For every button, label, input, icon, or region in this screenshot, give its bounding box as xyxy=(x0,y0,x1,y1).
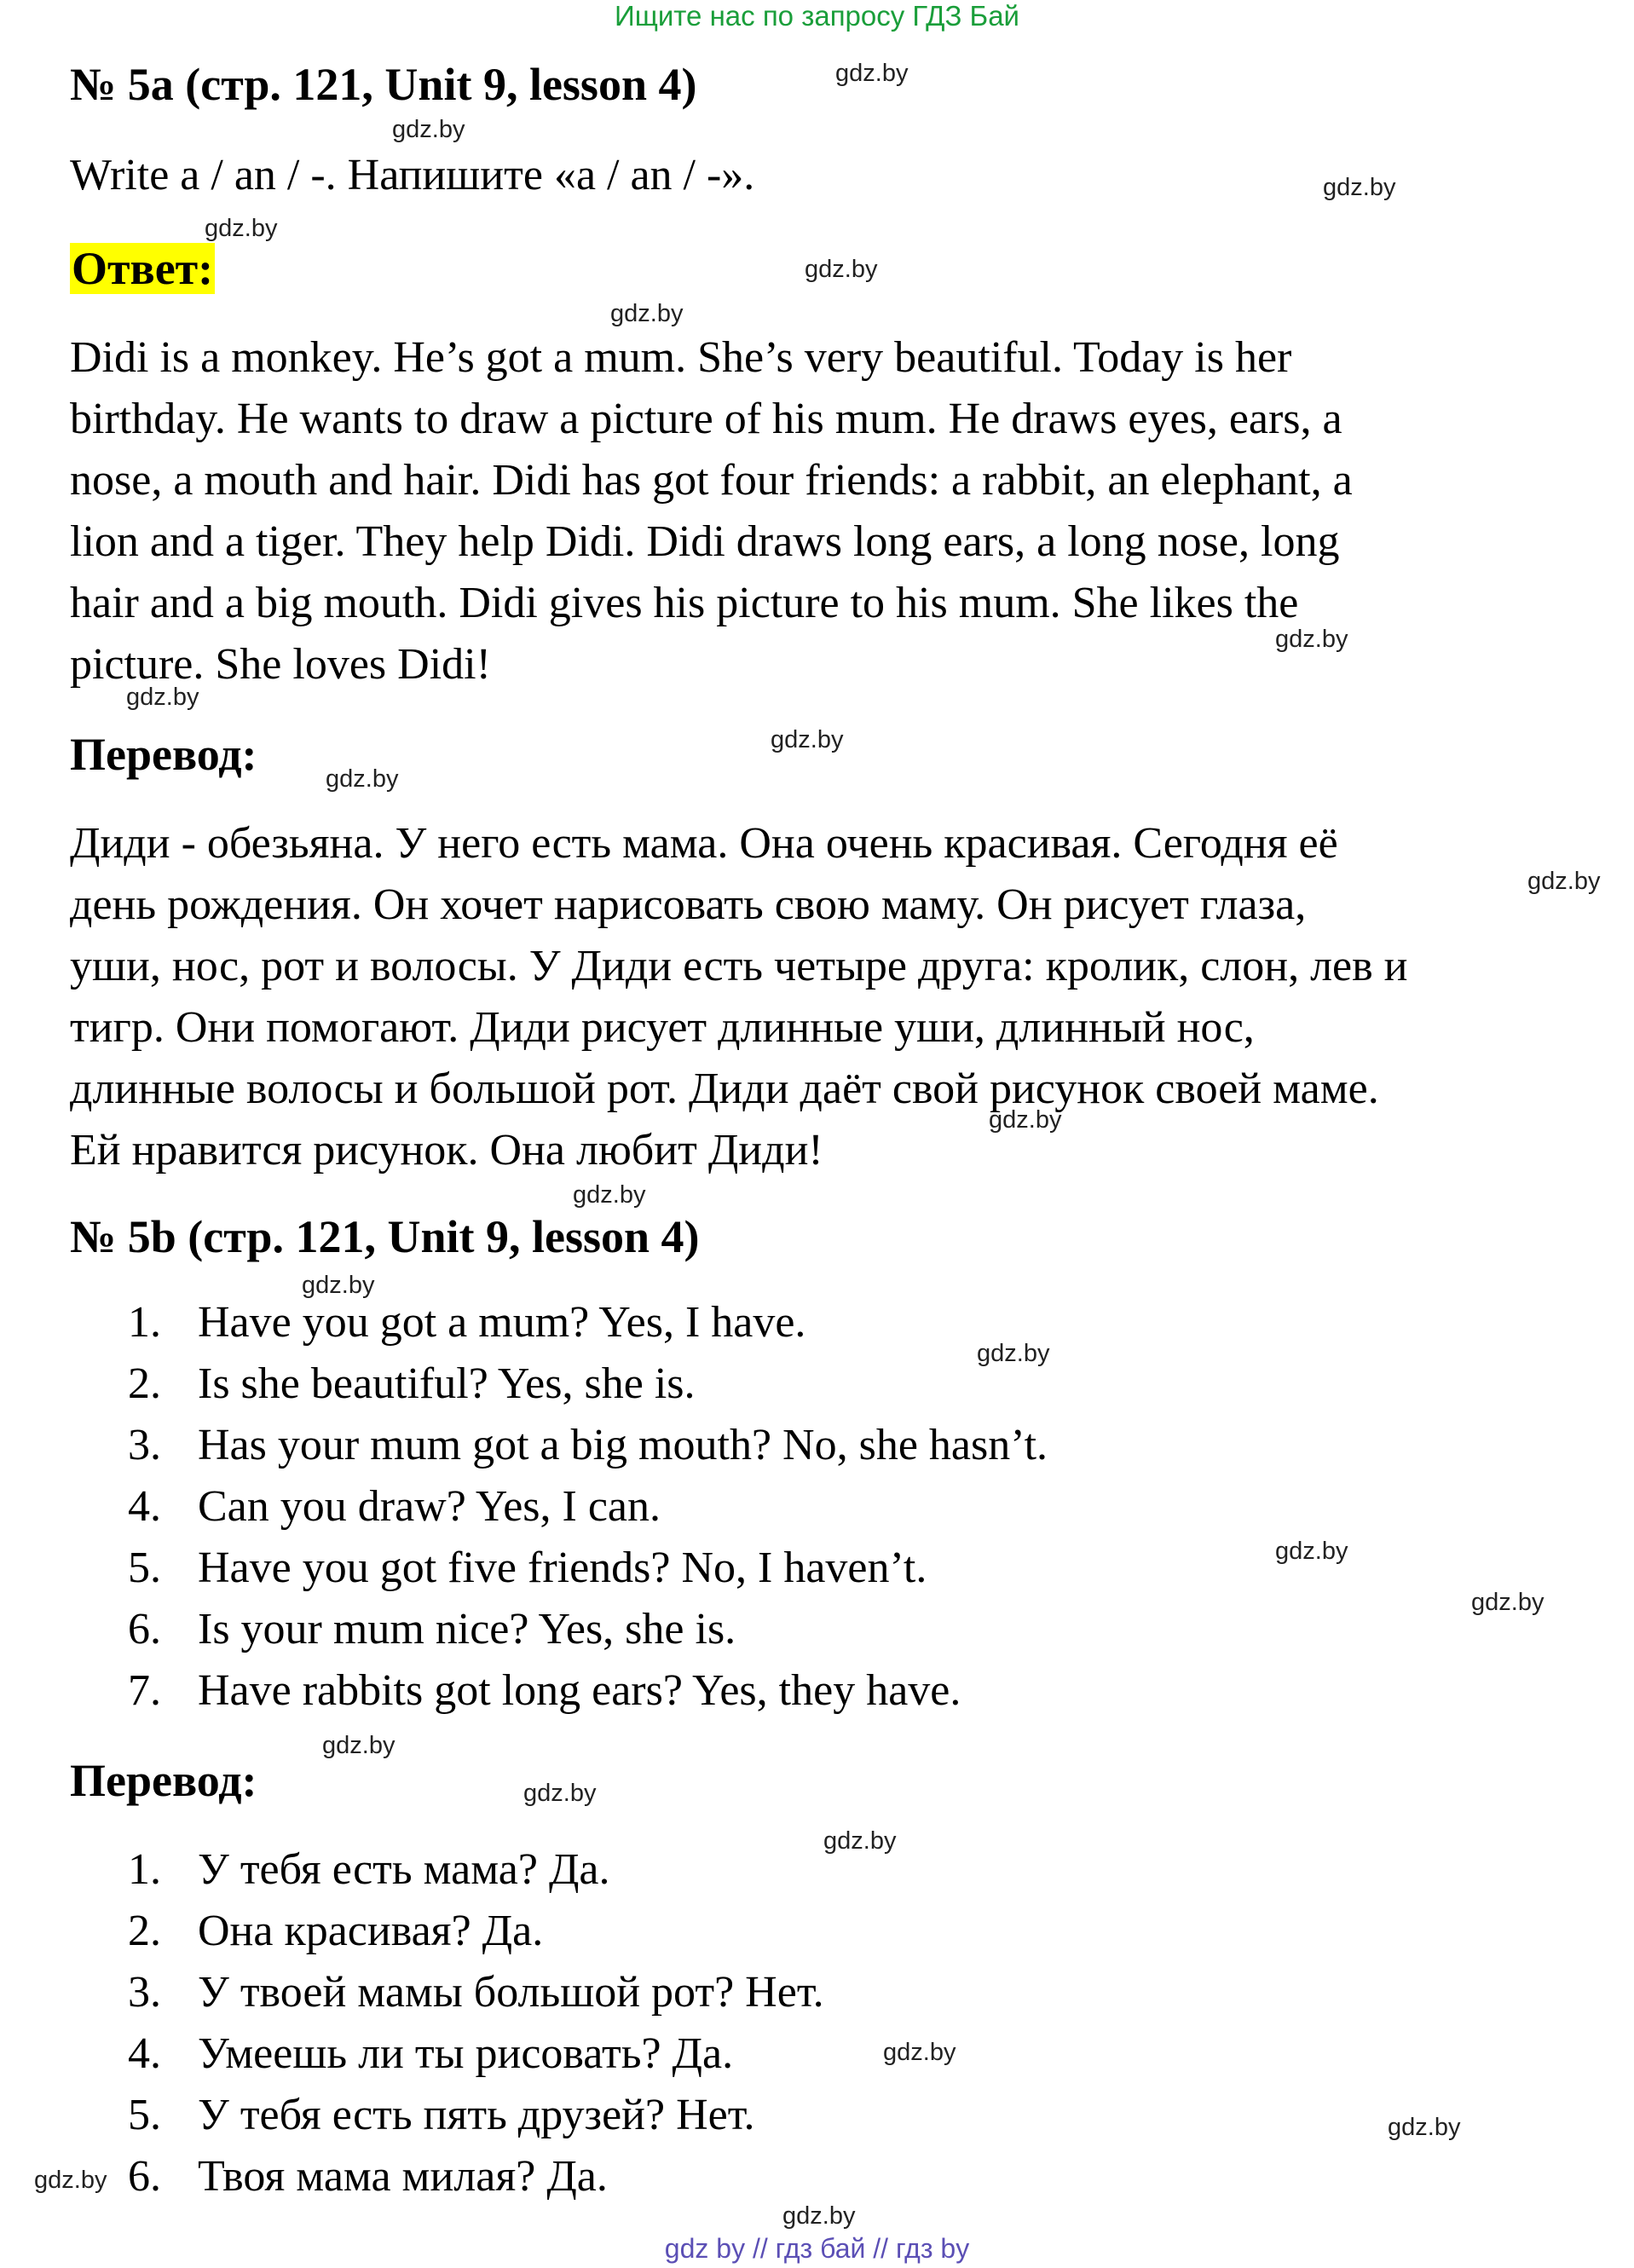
watermark: gdz.by xyxy=(977,1340,1050,1367)
answer-line: birthday. He wants to draw a picture of his mum. He draws eyes, ears, a xyxy=(70,395,1342,443)
list-number: 6. xyxy=(128,1605,161,1653)
answer-line: Didi is a monkey. He’s got a mum. She’s very beautiful. Today is her xyxy=(70,333,1292,382)
watermark: gdz.by xyxy=(126,684,199,711)
list-item xyxy=(128,1476,1048,1538)
translation-line: день рождения. Он хочет нарисовать свою маму. Он рисует глаза, xyxy=(70,880,1307,929)
watermark: gdz.by xyxy=(805,256,878,283)
top-banner[interactable]: Ищите нас по запросу ГДЗ Бай xyxy=(615,0,1019,32)
list-item xyxy=(128,2146,824,2207)
list-item xyxy=(128,1292,1048,1353)
list-text: Умеешь ли ты рисовать? Да. xyxy=(198,2029,734,2078)
list-item xyxy=(128,2023,824,2085)
list-number: 4. xyxy=(128,2029,161,2078)
list-number: 3. xyxy=(128,1421,161,1469)
watermark: gdz.by xyxy=(326,765,399,793)
watermark: gdz.by xyxy=(34,2167,107,2194)
watermark: gdz.by xyxy=(302,1272,375,1299)
translation-label-5a: Перевод: xyxy=(70,729,257,780)
answer-label-highlight: Ответ: xyxy=(72,243,214,294)
translation-paragraph xyxy=(70,813,1621,1181)
list-text: У тебя есть мама? Да. xyxy=(198,1845,610,1894)
answer-paragraph xyxy=(70,327,1621,695)
watermark: gdz.by xyxy=(989,1106,1062,1134)
translation-line: уши, нос, рот и волосы. У Диди есть четыре друга: кролик, слон, лев и xyxy=(70,942,1408,990)
list-text: Is she beautiful? Yes, she is. xyxy=(198,1359,696,1408)
list-number: 2. xyxy=(128,1359,161,1408)
list-item xyxy=(128,1415,1048,1476)
answer-line: lion and a tiger. They help Didi. Didi draws long ears, a long nose, long xyxy=(70,517,1340,566)
answer-line: hair and a big mouth. Didi gives his picture to his mum. She likes the xyxy=(70,579,1299,627)
watermark: gdz.by xyxy=(782,2202,856,2230)
section-5a-title: № 5a (стр. 121, Unit 9, lesson 4) xyxy=(70,59,697,110)
watermark: gdz.by xyxy=(823,1827,897,1855)
watermark: gdz.by xyxy=(1388,2114,1461,2141)
list-text: Have rabbits got long ears? Yes, they have. xyxy=(198,1666,961,1715)
watermark: gdz.by xyxy=(771,726,844,753)
list-text: Твоя мама милая? Да. xyxy=(198,2152,608,2201)
list-item xyxy=(128,1599,1048,1660)
watermark: gdz.by xyxy=(322,1732,396,1759)
translation-line: Диди - обезьяна. У него есть мама. Она очень красивая. Сегодня её xyxy=(70,819,1338,868)
section-5a-task: Write a / an / -. Напишите «a / an / -». xyxy=(70,151,755,199)
list-item xyxy=(128,2085,824,2146)
watermark: gdz.by xyxy=(610,300,684,327)
list-text: Have you got five friends? No, I haven’t. xyxy=(198,1544,927,1592)
section-5b-title: № 5b (стр. 121, Unit 9, lesson 4) xyxy=(70,1211,700,1262)
list-number: 4. xyxy=(128,1482,161,1531)
list-item xyxy=(128,1660,1048,1722)
answer-line: nose, a mouth and hair. Didi has got four friends: a rabbit, an elephant, a xyxy=(70,456,1353,505)
list-number: 5. xyxy=(128,2091,161,2139)
list-number: 3. xyxy=(128,1968,161,2017)
answer-line: picture. She loves Didi! xyxy=(70,640,491,689)
list-number: 1. xyxy=(128,1845,161,1894)
list-text: У твоей мамы большой рот? Нет. xyxy=(198,1968,824,2017)
answers-list xyxy=(128,1292,1048,1722)
watermark: gdz.by xyxy=(392,116,465,143)
watermark: gdz.by xyxy=(1323,174,1396,201)
list-text: Have you got a mum? Yes, I have. xyxy=(198,1298,806,1347)
watermark: gdz.by xyxy=(523,1780,597,1807)
list-text: Она красивая? Да. xyxy=(198,1907,544,1955)
list-number: 7. xyxy=(128,1666,161,1715)
watermark: gdz.by xyxy=(1275,1538,1348,1565)
list-item xyxy=(128,1839,824,1901)
watermark: gdz.by xyxy=(205,215,278,242)
watermark: gdz.by xyxy=(1471,1589,1545,1616)
list-text: Is your mum nice? Yes, she is. xyxy=(198,1605,736,1653)
watermark: gdz.by xyxy=(883,2039,956,2066)
list-text: У тебя есть пять друзей? Нет. xyxy=(198,2091,755,2139)
translation-line: тигр. Они помогают. Диди рисует длинные уши, длинный нос, xyxy=(70,1003,1255,1052)
watermark: gdz.by xyxy=(1275,626,1348,653)
translations-list xyxy=(128,1839,824,2207)
list-number: 2. xyxy=(128,1907,161,1955)
list-text: Can you draw? Yes, I can. xyxy=(198,1482,661,1531)
list-number: 1. xyxy=(128,1298,161,1347)
list-item xyxy=(128,1962,824,2023)
list-item xyxy=(128,1353,1048,1415)
list-item xyxy=(128,1538,1048,1599)
list-item xyxy=(128,1901,824,1962)
translation-label-5b: Перевод: xyxy=(70,1755,257,1806)
list-number: 6. xyxy=(128,2152,161,2201)
answer-label xyxy=(70,242,215,295)
translation-line: длинные волосы и большой рот. Диди даёт свой рисунок своей маме. xyxy=(70,1065,1379,1113)
watermark: gdz.by xyxy=(573,1181,646,1209)
list-text: Has your mum got a big mouth? No, she hasn’t. xyxy=(198,1421,1048,1469)
footer-links[interactable]: gdz by // гдз бай // гдз by xyxy=(664,2233,970,2264)
translation-line: Ей нравится рисунок. Она любит Диди! xyxy=(70,1126,823,1174)
list-number: 5. xyxy=(128,1544,161,1592)
watermark: gdz.by xyxy=(1527,868,1601,895)
watermark: gdz.by xyxy=(835,60,909,87)
